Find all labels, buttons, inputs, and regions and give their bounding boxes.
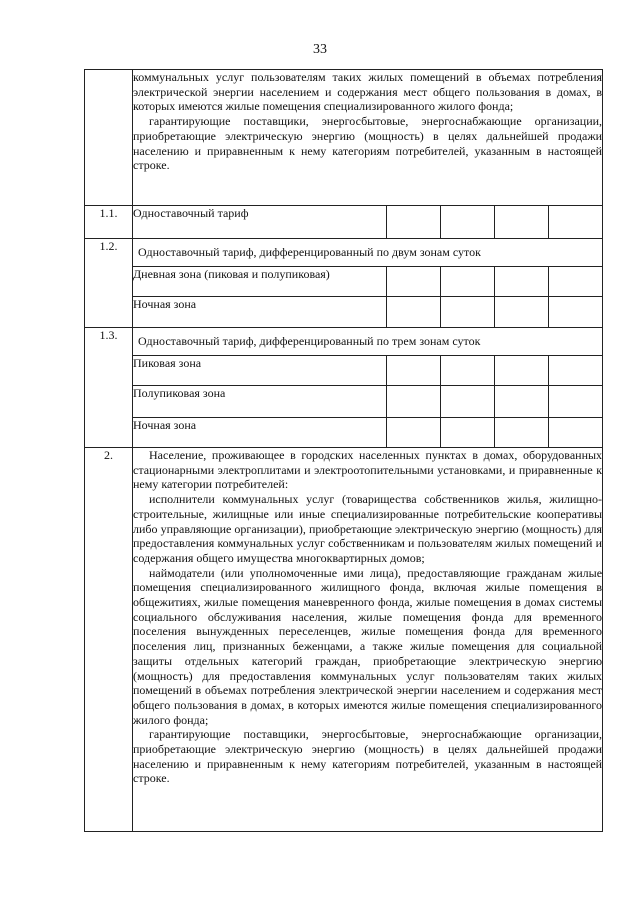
value-cell <box>441 356 495 386</box>
value-cell <box>495 267 549 297</box>
value-cell <box>549 418 603 448</box>
value-cell <box>387 418 441 448</box>
value-cell <box>495 386 549 418</box>
value-cell <box>387 386 441 418</box>
paragraph: коммунальных услуг пользователям таких жилых помещений в объемах потребления электрической энергии населением и содержания мест общего пользования в домах, в которых имеются жилые помещения специализированного жилого фонда; <box>133 70 603 114</box>
table-row-1-2-day <box>85 267 603 297</box>
paragraph: наймодатели (или уполномоченные ими лица), предоставляющие гражданам жилые помещения специализированного жилищного фонда, включая жилые помещения в общежитиях, жилые помещения маневренного фонда, жилые помещения в домах системы социального обслуживания населения, жилые помещения фонда для временного поселения вынужденных переселенцев, жилые помещения фонда для временного поселения лиц, признанных беженцами, а также жилые помещения для социальной защиты отдельных категорий граждан, приобретающие электрическую энергию (мощность) для предоставления коммунальных услуг пользователям таких жилых помещений в объемах потребления электрической энергии населением и содержания мест общего пользования в домах, в которых имеются жилые помещения специализированного жилого фонда; <box>133 565 603 727</box>
value-cell <box>549 297 603 328</box>
row-number: 1.1. <box>85 206 133 239</box>
table-row-continuation <box>85 70 603 206</box>
row-label: Одноставочный тариф, дифференцированный по трем зонам суток <box>133 328 603 356</box>
row-number-cell <box>85 70 133 206</box>
value-cell <box>387 267 441 297</box>
row-number: 1.3. <box>85 328 133 448</box>
value-cell <box>549 206 603 239</box>
row-label: Ночная зона <box>133 418 387 448</box>
table-row-1-2-night <box>85 297 603 328</box>
value-cell <box>495 356 549 386</box>
table-row-1-1 <box>85 206 603 239</box>
table-row-1-3-night <box>85 418 603 448</box>
tariff-table <box>84 69 603 832</box>
paragraph: гарантирующие поставщики, энергосбытовые, энергоснабжающие организации, приобретающие электрическую энергию (мощность) в целях дальнейшей продажи населению и приравненным к нему категориям потребителей, указанным в настоящей строке. <box>133 114 603 173</box>
row-label: Одноставочный тариф <box>133 206 387 239</box>
value-cell <box>387 206 441 239</box>
value-cell <box>549 356 603 386</box>
value-cell <box>495 206 549 239</box>
value-cell <box>441 386 495 418</box>
page-number: 33 <box>313 42 327 57</box>
text-block-1 <box>133 70 603 206</box>
value-cell <box>387 356 441 386</box>
value-cell <box>495 418 549 448</box>
text-block-2 <box>133 448 603 832</box>
value-cell <box>387 297 441 328</box>
row-label: Дневная зона (пиковая и полупиковая) <box>133 267 387 297</box>
value-cell <box>549 386 603 418</box>
table-row-1-3 <box>85 328 603 356</box>
value-cell <box>441 418 495 448</box>
row-number: 1.2. <box>85 239 133 328</box>
table-row-1-3-half-peak <box>85 386 603 418</box>
table-row-1-3-peak <box>85 356 603 386</box>
paragraph: гарантирующие поставщики, энергосбытовые, энергоснабжающие организации, приобретающие электрическую энергию (мощность) в целях дальнейшей продажи населению и приравненным к нему категориям потребителей, указанным в настоящей строке. <box>133 727 603 786</box>
row-label: Одноставочный тариф, дифференцированный по двум зонам суток <box>133 239 603 267</box>
table-row-1-2 <box>85 239 603 267</box>
table-row-2 <box>85 448 603 832</box>
row-label: Пиковая зона <box>133 356 387 386</box>
value-cell <box>495 297 549 328</box>
row-label: Полупиковая зона <box>133 386 387 418</box>
paragraph: Население, проживающее в городских населенных пунктах в домах, оборудованных стационарными электроплитами и электроотопительными установками, и приравненные к нему категории потребителей: <box>133 448 603 492</box>
value-cell <box>441 206 495 239</box>
value-cell <box>441 267 495 297</box>
value-cell <box>441 297 495 328</box>
paragraph: исполнители коммунальных услуг (товарищества собственников жилья, жилищно-строительные, жилищные или иные специализированные потребительские кооперативы либо управляющие организации), приобретающие электрическую энергию (мощность) для предоставления коммунальных услуг собственникам и пользователям жилых помещений и содержания общего имущества многоквартирных домов; <box>133 492 603 565</box>
value-cell <box>549 267 603 297</box>
row-label: Ночная зона <box>133 297 387 328</box>
row-number: 2. <box>85 448 133 832</box>
